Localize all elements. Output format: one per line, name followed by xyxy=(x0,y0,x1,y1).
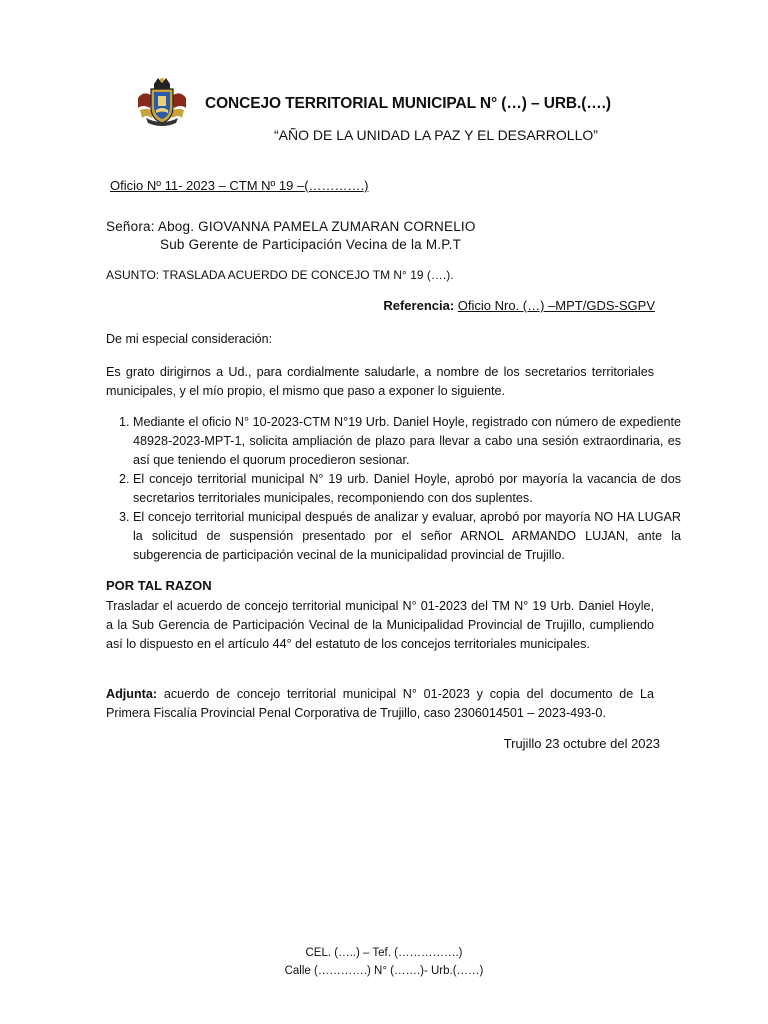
addressee-position: Sub Gerente de Participación Vecina de la M.P.T xyxy=(160,237,462,252)
oficio-number: Oficio Nº 11- 2023 – CTM Nº 19 –(………….) xyxy=(110,178,369,193)
list-item: 2. El concejo territorial municipal N° 19 urb. Daniel Hoyle, aprobó por mayoría la vacancia de dos secretarios territoriales municipales, recomponiendo con dos suplentes. xyxy=(133,470,681,508)
intro-paragraph: Es grato dirigirnos a Ud., para cordialmente saludarle, a nombre de los secretarios territoriales municipales, y el mío propio, el mismo que paso a exponer lo siguiente. xyxy=(106,365,654,398)
municipal-crest-icon xyxy=(134,74,190,126)
attachment-text: acuerdo de concejo territorial municipal N° 01-2023 y copia del documento de La Primera Fiscalía Provincial Penal Corporativa de Trujillo, caso 2306014501 – 2023-493-0. xyxy=(106,687,654,720)
reference-label: Referencia: xyxy=(383,298,455,313)
numbered-list xyxy=(106,413,681,565)
reference-line xyxy=(383,298,655,313)
subject-text: TRASLADA ACUERDO DE CONCEJO TM N° 19 (….). xyxy=(159,268,454,282)
footer-phone: CEL. (…..) – Tef. (…………….) xyxy=(305,947,463,959)
subject-label: ASUNTO: xyxy=(106,268,160,282)
reference-value: Oficio Nro. (…) –MPT/GDS-SGPV xyxy=(457,298,655,313)
list-item: 3. El concejo territorial municipal después de analizar y evaluar, aprobó por mayoría NO HA LUGAR la solicitud de suspensión presentado por el señor ARNOL ARMANDO LUJAN, ante la subgerencia de participación vecinal de la municipalidad provincial de Trujillo. xyxy=(133,508,681,565)
footer-contact xyxy=(0,944,768,980)
year-motto: “AÑO DE LA UNIDAD LA PAZ Y EL DESARROLLO” xyxy=(274,127,598,143)
place-date: Trujillo 23 octubre del 2023 xyxy=(503,736,660,751)
greeting: De mi especial consideración: xyxy=(106,332,273,346)
attachment-label: Adjunta: xyxy=(106,687,158,701)
subject-line xyxy=(106,268,454,282)
footer-address: Calle (………….) N° (…….)- Urb.(……) xyxy=(284,965,484,977)
addressee-name: Señora: Abog. GIOVANNA PAMELA ZUMARAN CORNELIO xyxy=(106,219,476,234)
por-tal-razon-paragraph: Trasladar el acuerdo de concejo territorial municipal N° 01-2023 del TM N° 19 Urb. Daniel Hoyle, a la Sub Gerencia de Participación Vecinal de la Municipalidad Provincial de Trujillo, cumpliendo así lo dispuesto en el artículo 44° del estatuto de los concejos territoriales municipales. xyxy=(106,599,654,651)
por-tal-razon-heading: POR TAL RAZON xyxy=(106,578,212,593)
addressee-block xyxy=(106,218,476,254)
list-item: 1. Mediante el oficio N° 10-2023-CTM N°19 Urb. Daniel Hoyle, registrado con número de expediente 48928-2023-MPT-1, solicita ampliación de plazo para llevar a cabo una sesión extraordinaria, es así que teniendo el quorum procedieron sesionar. xyxy=(133,413,681,470)
council-title: CONCEJO TERRITORIAL MUNICIPAL N° (…) – URB.(….) xyxy=(205,95,611,112)
attachment-paragraph xyxy=(106,685,654,723)
